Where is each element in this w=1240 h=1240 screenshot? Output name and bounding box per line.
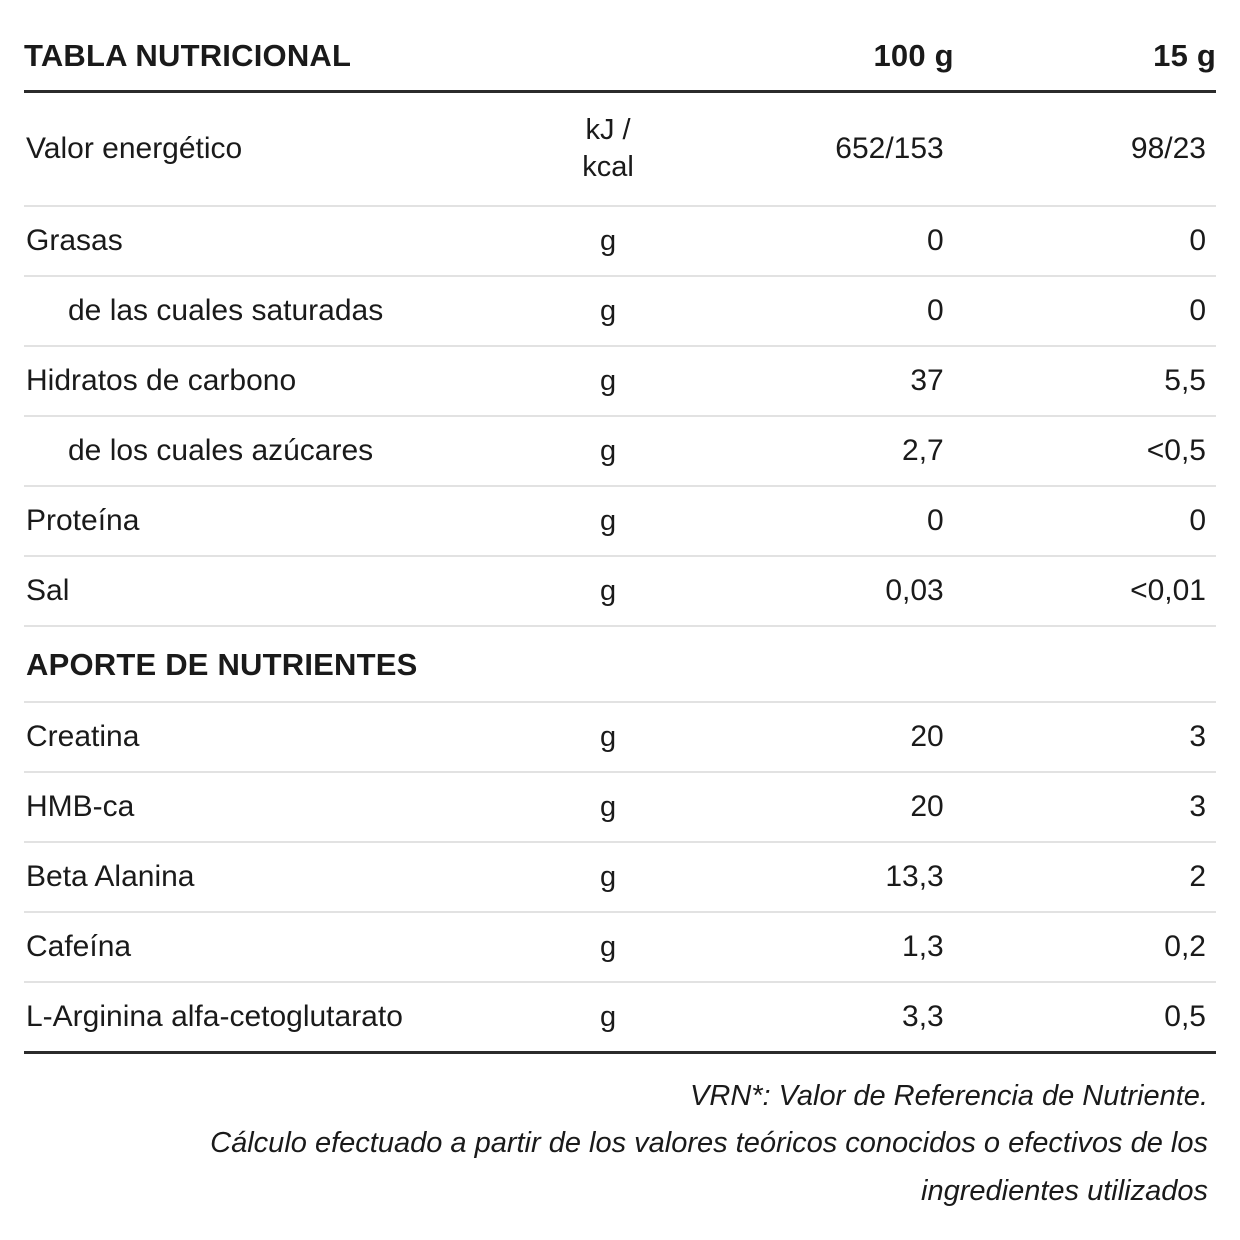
row-value-100g: 3,3	[692, 982, 954, 1053]
row-value-15g: 5,5	[954, 346, 1216, 416]
row-value-15g: <0,01	[954, 556, 1216, 626]
footnote-calculo-line-1: Cálculo efectuado a partir de los valores teóricos conocidos o efectivos de los	[210, 1127, 1208, 1160]
row-unit: g	[525, 772, 692, 842]
table-row	[24, 346, 1216, 416]
row-value-15g: 0,5	[954, 982, 1216, 1053]
row-value-15g: 98/23	[954, 92, 1216, 207]
table-row	[24, 92, 1216, 207]
table-row	[24, 772, 1216, 842]
table-header-row	[24, 28, 1216, 92]
row-value-100g: 20	[692, 772, 954, 842]
row-unit: g	[525, 556, 692, 626]
table-row	[24, 702, 1216, 772]
row-label: Valor energético	[24, 92, 525, 207]
row-label: Cafeína	[24, 912, 525, 982]
row-unit: g	[525, 842, 692, 912]
row-value-15g: 2	[954, 842, 1216, 912]
row-unit: g	[525, 982, 692, 1053]
table-row	[24, 556, 1216, 626]
table-row	[24, 416, 1216, 486]
row-value-100g: 37	[692, 346, 954, 416]
row-label: Beta Alanina	[24, 842, 525, 912]
row-value-100g: 0	[692, 486, 954, 556]
row-label: Proteína	[24, 486, 525, 556]
row-value-100g: 2,7	[692, 416, 954, 486]
row-value-15g: 3	[954, 772, 1216, 842]
row-label: L-Arginina alfa-cetoglutarato	[24, 982, 525, 1053]
row-unit: g	[525, 276, 692, 346]
row-unit-line-1: kJ /	[585, 114, 631, 146]
section-title: APORTE DE NUTRIENTES	[24, 626, 1216, 702]
column-header-15g: 15 g	[954, 28, 1216, 92]
row-value-100g: 13,3	[692, 842, 954, 912]
section-header-row	[24, 626, 1216, 702]
footnotes	[24, 1076, 1216, 1218]
row-value-100g: 652/153	[692, 92, 954, 207]
row-unit-line-2: kcal	[582, 151, 634, 184]
row-unit: g	[525, 416, 692, 486]
row-unit: g	[525, 912, 692, 982]
row-value-15g: 0,2	[954, 912, 1216, 982]
row-label: Hidratos de carbono	[24, 346, 525, 416]
table-row	[24, 276, 1216, 346]
footnote-vrn: VRN*: Valor de Referencia de Nutriente.	[690, 1080, 1208, 1113]
footnote-calculo-line-2: ingredientes utilizados	[921, 1174, 1208, 1207]
row-value-15g: 3	[954, 702, 1216, 772]
table-row	[24, 206, 1216, 276]
row-value-15g: 0	[954, 206, 1216, 276]
row-value-15g: <0,5	[954, 416, 1216, 486]
table-row	[24, 486, 1216, 556]
table-row	[24, 842, 1216, 912]
row-value-100g: 0	[692, 276, 954, 346]
row-label: Creatina	[24, 702, 525, 772]
table-row	[24, 912, 1216, 982]
row-unit: g	[525, 346, 692, 416]
table-row	[24, 982, 1216, 1053]
row-value-100g: 20	[692, 702, 954, 772]
row-unit: g	[525, 206, 692, 276]
row-unit: g	[525, 486, 692, 556]
row-value-100g: 0,03	[692, 556, 954, 626]
row-value-15g: 0	[954, 486, 1216, 556]
row-value-15g: 0	[954, 276, 1216, 346]
column-header-100g: 100 g	[692, 28, 954, 92]
row-label: HMB-ca	[24, 772, 525, 842]
row-unit: g	[525, 702, 692, 772]
row-value-100g: 1,3	[692, 912, 954, 982]
row-unit	[525, 92, 692, 207]
row-label: de las cuales saturadas	[24, 276, 525, 346]
table-title: TABLA NUTRICIONAL	[24, 28, 525, 92]
row-label: Sal	[24, 556, 525, 626]
nutrition-table	[24, 28, 1216, 1054]
row-label: Grasas	[24, 206, 525, 276]
row-label: de los cuales azúcares	[24, 416, 525, 486]
row-value-100g: 0	[692, 206, 954, 276]
